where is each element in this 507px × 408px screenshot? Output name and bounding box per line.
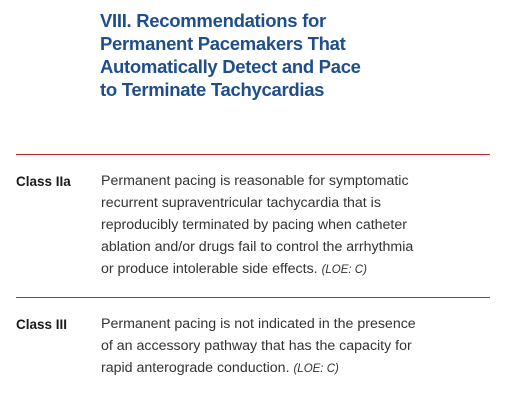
- section-title-line: Automatically Detect and Pace: [100, 56, 361, 77]
- recommendation-text: [101, 313, 496, 380]
- class-label: Class III: [16, 317, 68, 332]
- recommendation-text-fragment: or produce intolerable side effects.: [101, 261, 318, 277]
- recommendation-text-line: reproducibly terminated by pacing when catheter: [101, 217, 407, 233]
- recommendation-text-fragment: rapid anterograde conduction.: [101, 360, 290, 376]
- recommendation-text: [101, 170, 496, 281]
- level-of-evidence: (LOE: C): [293, 363, 339, 375]
- section-title-line: to Terminate Tachycardias: [100, 79, 325, 100]
- level-of-evidence: (LOE: C): [321, 264, 367, 276]
- recommendation-text-line: of an accessory pathway that has the capacity for: [101, 338, 412, 354]
- section-title-line: Permanent Pacemakers That: [100, 33, 346, 54]
- recommendation-text-line: Permanent pacing is reasonable for symptomatic: [101, 173, 409, 189]
- recommendation-text-line: ablation and/or drugs fail to control the arrhythmia: [101, 239, 414, 255]
- section-title-line: VIII. Recommendations for: [100, 10, 326, 31]
- class-label: Class IIa: [16, 174, 71, 189]
- recommendation-text-line: recurrent supraventricular tachycardia that is: [101, 195, 381, 211]
- recommendation-text-line: Permanent pacing is not indicated in the presence: [101, 316, 416, 332]
- recommendation-text-line-last: [101, 357, 496, 380]
- section-title: [100, 9, 500, 101]
- recommendation-text-line-last: [101, 258, 496, 281]
- divider-rule: [16, 297, 490, 298]
- divider-rule: [16, 154, 490, 155]
